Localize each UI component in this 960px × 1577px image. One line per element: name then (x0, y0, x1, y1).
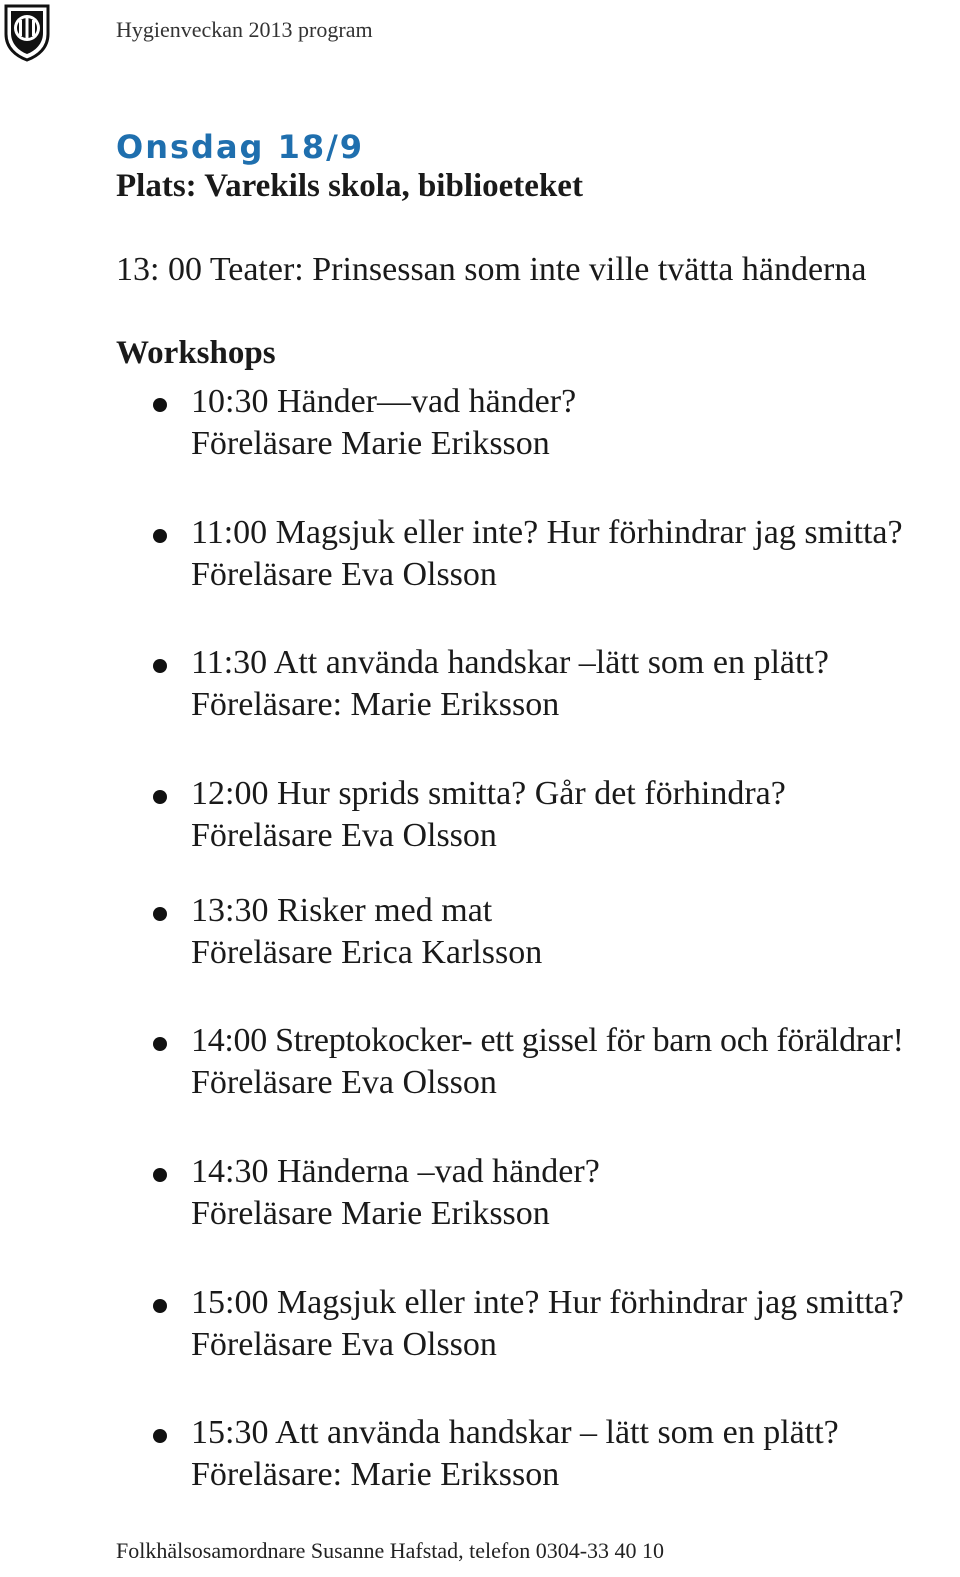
bullet-icon (153, 1299, 167, 1313)
municipality-crest-icon (4, 4, 50, 62)
bullet-icon (153, 529, 167, 543)
workshop-lecturer: Föreläsare Eva Olsson (191, 817, 497, 854)
workshop-title: 14:00 Streptokocker- ett gissel för barn och föräldrar! (191, 1022, 904, 1059)
footer-contact: Folkhälsosamordnare Susanne Hafstad, telefon 0304-33 40 10 (116, 1538, 665, 1563)
bullet-icon (153, 1168, 167, 1182)
workshop-lecturer: Föreläsare Marie Eriksson (191, 425, 550, 462)
bullet-icon (153, 398, 167, 412)
workshop-lecturer: Föreläsare Eva Olsson (191, 1326, 497, 1363)
bullet-icon (153, 790, 167, 804)
workshops-heading: Workshops (116, 335, 276, 371)
workshop-title: 14:30 Händerna –vad händer? (191, 1153, 600, 1190)
workshop-title: 11:00 Magsjuk eller inte? Hur förhindrar jag smitta? (191, 514, 903, 551)
bullet-icon (153, 659, 167, 673)
workshop-title: 15:00 Magsjuk eller inte? Hur förhindrar jag smitta? (191, 1284, 904, 1321)
workshop-lecturer: Föreläsare Eva Olsson (191, 1064, 497, 1101)
workshop-title: 13:30 Risker med mat (191, 892, 493, 929)
workshop-lecturer: Föreläsare: Marie Eriksson (191, 686, 560, 723)
bullet-icon (153, 1429, 167, 1443)
workshop-title: 12:00 Hur sprids smitta? Går det förhindra? (191, 775, 786, 812)
workshop-lecturer: Föreläsare Marie Eriksson (191, 1195, 550, 1232)
workshop-title: 10:30 Händer—vad händer? (191, 383, 577, 420)
header-title: Hygienveckan 2013 program (116, 17, 373, 42)
workshop-lecturer: Föreläsare: Marie Eriksson (191, 1456, 560, 1493)
workshop-title: 11:30 Att använda handskar –lätt som en plätt? (191, 644, 829, 681)
workshop-title: 15:30 Att använda handskar – lätt som en plätt? (191, 1414, 839, 1451)
theatre-line: 13: 00 Teater: Prinsessan som inte ville tvätta händerna (116, 251, 867, 288)
workshop-lecturer: Föreläsare Erica Karlsson (191, 934, 543, 971)
day-title: Onsdag 18/9 (116, 128, 365, 166)
bullet-icon (153, 907, 167, 921)
bullet-icon (153, 1037, 167, 1051)
venue-line: Plats: Varekils skola, biblioeteket (116, 168, 583, 204)
workshop-lecturer: Föreläsare Eva Olsson (191, 556, 497, 593)
